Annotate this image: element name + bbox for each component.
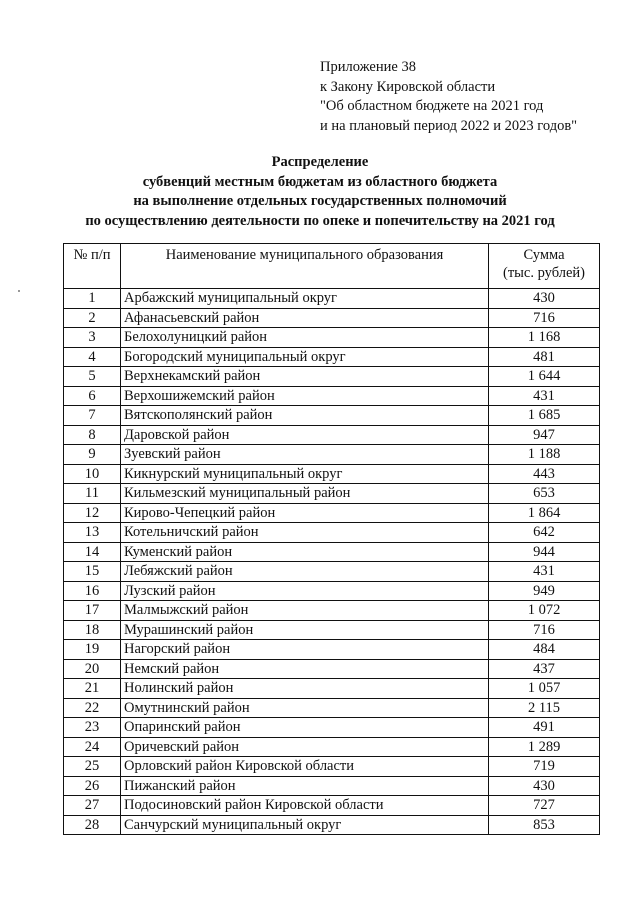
row-number: 20 [64,659,121,679]
row-sum: 1 644 [489,367,600,387]
row-number: 17 [64,601,121,621]
row-number: 26 [64,776,121,796]
row-number: 10 [64,464,121,484]
row-sum: 1 072 [489,601,600,621]
row-sum: 1 168 [489,328,600,348]
header-sum [489,244,600,289]
row-name: Малмыжский район [121,601,489,621]
row-name: Афанасьевский район [121,308,489,328]
row-name: Белохолуницкий район [121,328,489,348]
row-name: Даровской район [121,425,489,445]
row-name: Зуевский район [121,445,489,465]
title-line: по осуществлению деятельности по опеке и попечительству на 2021 год [85,212,555,229]
row-sum: 642 [489,523,600,543]
table-row [64,796,600,816]
table-row [64,718,600,738]
row-name: Орловский район Кировской области [121,757,489,777]
row-name: Подосиновский район Кировской области [121,796,489,816]
table-row [64,425,600,445]
row-name: Нолинский район [121,679,489,699]
appendix-line: к Закону Кировской области [320,78,496,95]
row-name: Лебяжский район [121,562,489,582]
row-sum: 430 [489,289,600,309]
row-sum: 727 [489,796,600,816]
row-name: Верхнекамский район [121,367,489,387]
table-row [64,386,600,406]
row-sum: 443 [489,464,600,484]
header-sum-line2: (тыс. рублей) [503,265,585,281]
row-sum: 431 [489,562,600,582]
header-sum-line1: Сумма [523,247,565,263]
row-name: Оричевский район [121,737,489,757]
row-sum: 716 [489,308,600,328]
table-row [64,445,600,465]
table-body [64,289,600,835]
table-header-row [64,244,600,289]
row-number: 5 [64,367,121,387]
row-number: 8 [64,425,121,445]
row-number: 9 [64,445,121,465]
row-number: 11 [64,484,121,504]
row-sum: 1 864 [489,503,600,523]
row-number: 23 [64,718,121,738]
row-name: Кильмезский муниципальный район [121,484,489,504]
table-row [64,620,600,640]
table-row [64,659,600,679]
table-row [64,562,600,582]
table-row [64,328,600,348]
row-name: Опаринский район [121,718,489,738]
appendix-note [320,58,577,136]
table-row [64,815,600,835]
row-number: 12 [64,503,121,523]
distribution-table [63,243,600,835]
row-name: Вятскополянский район [121,406,489,426]
table-row [64,289,600,309]
table-row [64,367,600,387]
row-name: Пижанский район [121,776,489,796]
row-name: Мурашинский район [121,620,489,640]
row-name: Омутнинский район [121,698,489,718]
appendix-line: Приложение 38 [320,59,416,75]
row-number: 22 [64,698,121,718]
row-name: Лузский район [121,581,489,601]
row-sum: 431 [489,386,600,406]
row-name: Кирово-Чепецкий район [121,503,489,523]
table-row [64,581,600,601]
table-row [64,523,600,543]
table-row [64,601,600,621]
table-row [64,679,600,699]
appendix-line: и на плановый период 2022 и 2023 годов" [320,117,578,134]
scan-speck [18,290,20,292]
row-name: Нагорский район [121,640,489,660]
row-sum: 1 289 [489,737,600,757]
table-row [64,406,600,426]
row-number: 1 [64,289,121,309]
table-row [64,484,600,504]
row-number: 24 [64,737,121,757]
row-sum: 1 057 [489,679,600,699]
table-row [64,347,600,367]
row-number: 19 [64,640,121,660]
row-number: 16 [64,581,121,601]
table-row [64,308,600,328]
row-number: 2 [64,308,121,328]
row-number: 3 [64,328,121,348]
table-row [64,464,600,484]
row-name: Немский район [121,659,489,679]
row-sum: 430 [489,776,600,796]
row-sum: 949 [489,581,600,601]
row-name: Санчурский муниципальный округ [121,815,489,835]
row-sum: 944 [489,542,600,562]
row-sum: 481 [489,347,600,367]
row-number: 14 [64,542,121,562]
row-number: 4 [64,347,121,367]
row-sum: 2 115 [489,698,600,718]
document-title [0,153,640,231]
header-name: Наименование муниципального образования [121,244,489,289]
title-line: субвенций местным бюджетам из областного бюджета [142,173,498,190]
row-sum: 1 188 [489,445,600,465]
row-number: 13 [64,523,121,543]
row-sum: 853 [489,815,600,835]
row-name: Верхошижемский район [121,386,489,406]
row-number: 25 [64,757,121,777]
row-sum: 491 [489,718,600,738]
row-sum: 437 [489,659,600,679]
table-row [64,640,600,660]
table-row [64,698,600,718]
row-sum: 719 [489,757,600,777]
appendix-line: "Об областном бюджете на 2021 год [320,98,544,114]
title-line: на выполнение отдельных государственных полномочий [133,193,507,209]
row-number: 7 [64,406,121,426]
row-name: Котельничский район [121,523,489,543]
table-row [64,776,600,796]
row-name: Куменский район [121,542,489,562]
row-number: 28 [64,815,121,835]
table-row [64,757,600,777]
row-sum: 947 [489,425,600,445]
row-sum: 484 [489,640,600,660]
row-number: 15 [64,562,121,582]
row-name: Арбажский муниципальный округ [121,289,489,309]
row-sum: 1 685 [489,406,600,426]
row-number: 27 [64,796,121,816]
title-line: Распределение [271,154,369,170]
row-number: 6 [64,386,121,406]
row-sum: 716 [489,620,600,640]
row-name: Кикнурский муниципальный округ [121,464,489,484]
table-row [64,542,600,562]
table-row [64,503,600,523]
row-name: Богородский муниципальный округ [121,347,489,367]
row-number: 18 [64,620,121,640]
table-row [64,737,600,757]
row-sum: 653 [489,484,600,504]
header-num: № п/п [64,244,121,289]
row-number: 21 [64,679,121,699]
